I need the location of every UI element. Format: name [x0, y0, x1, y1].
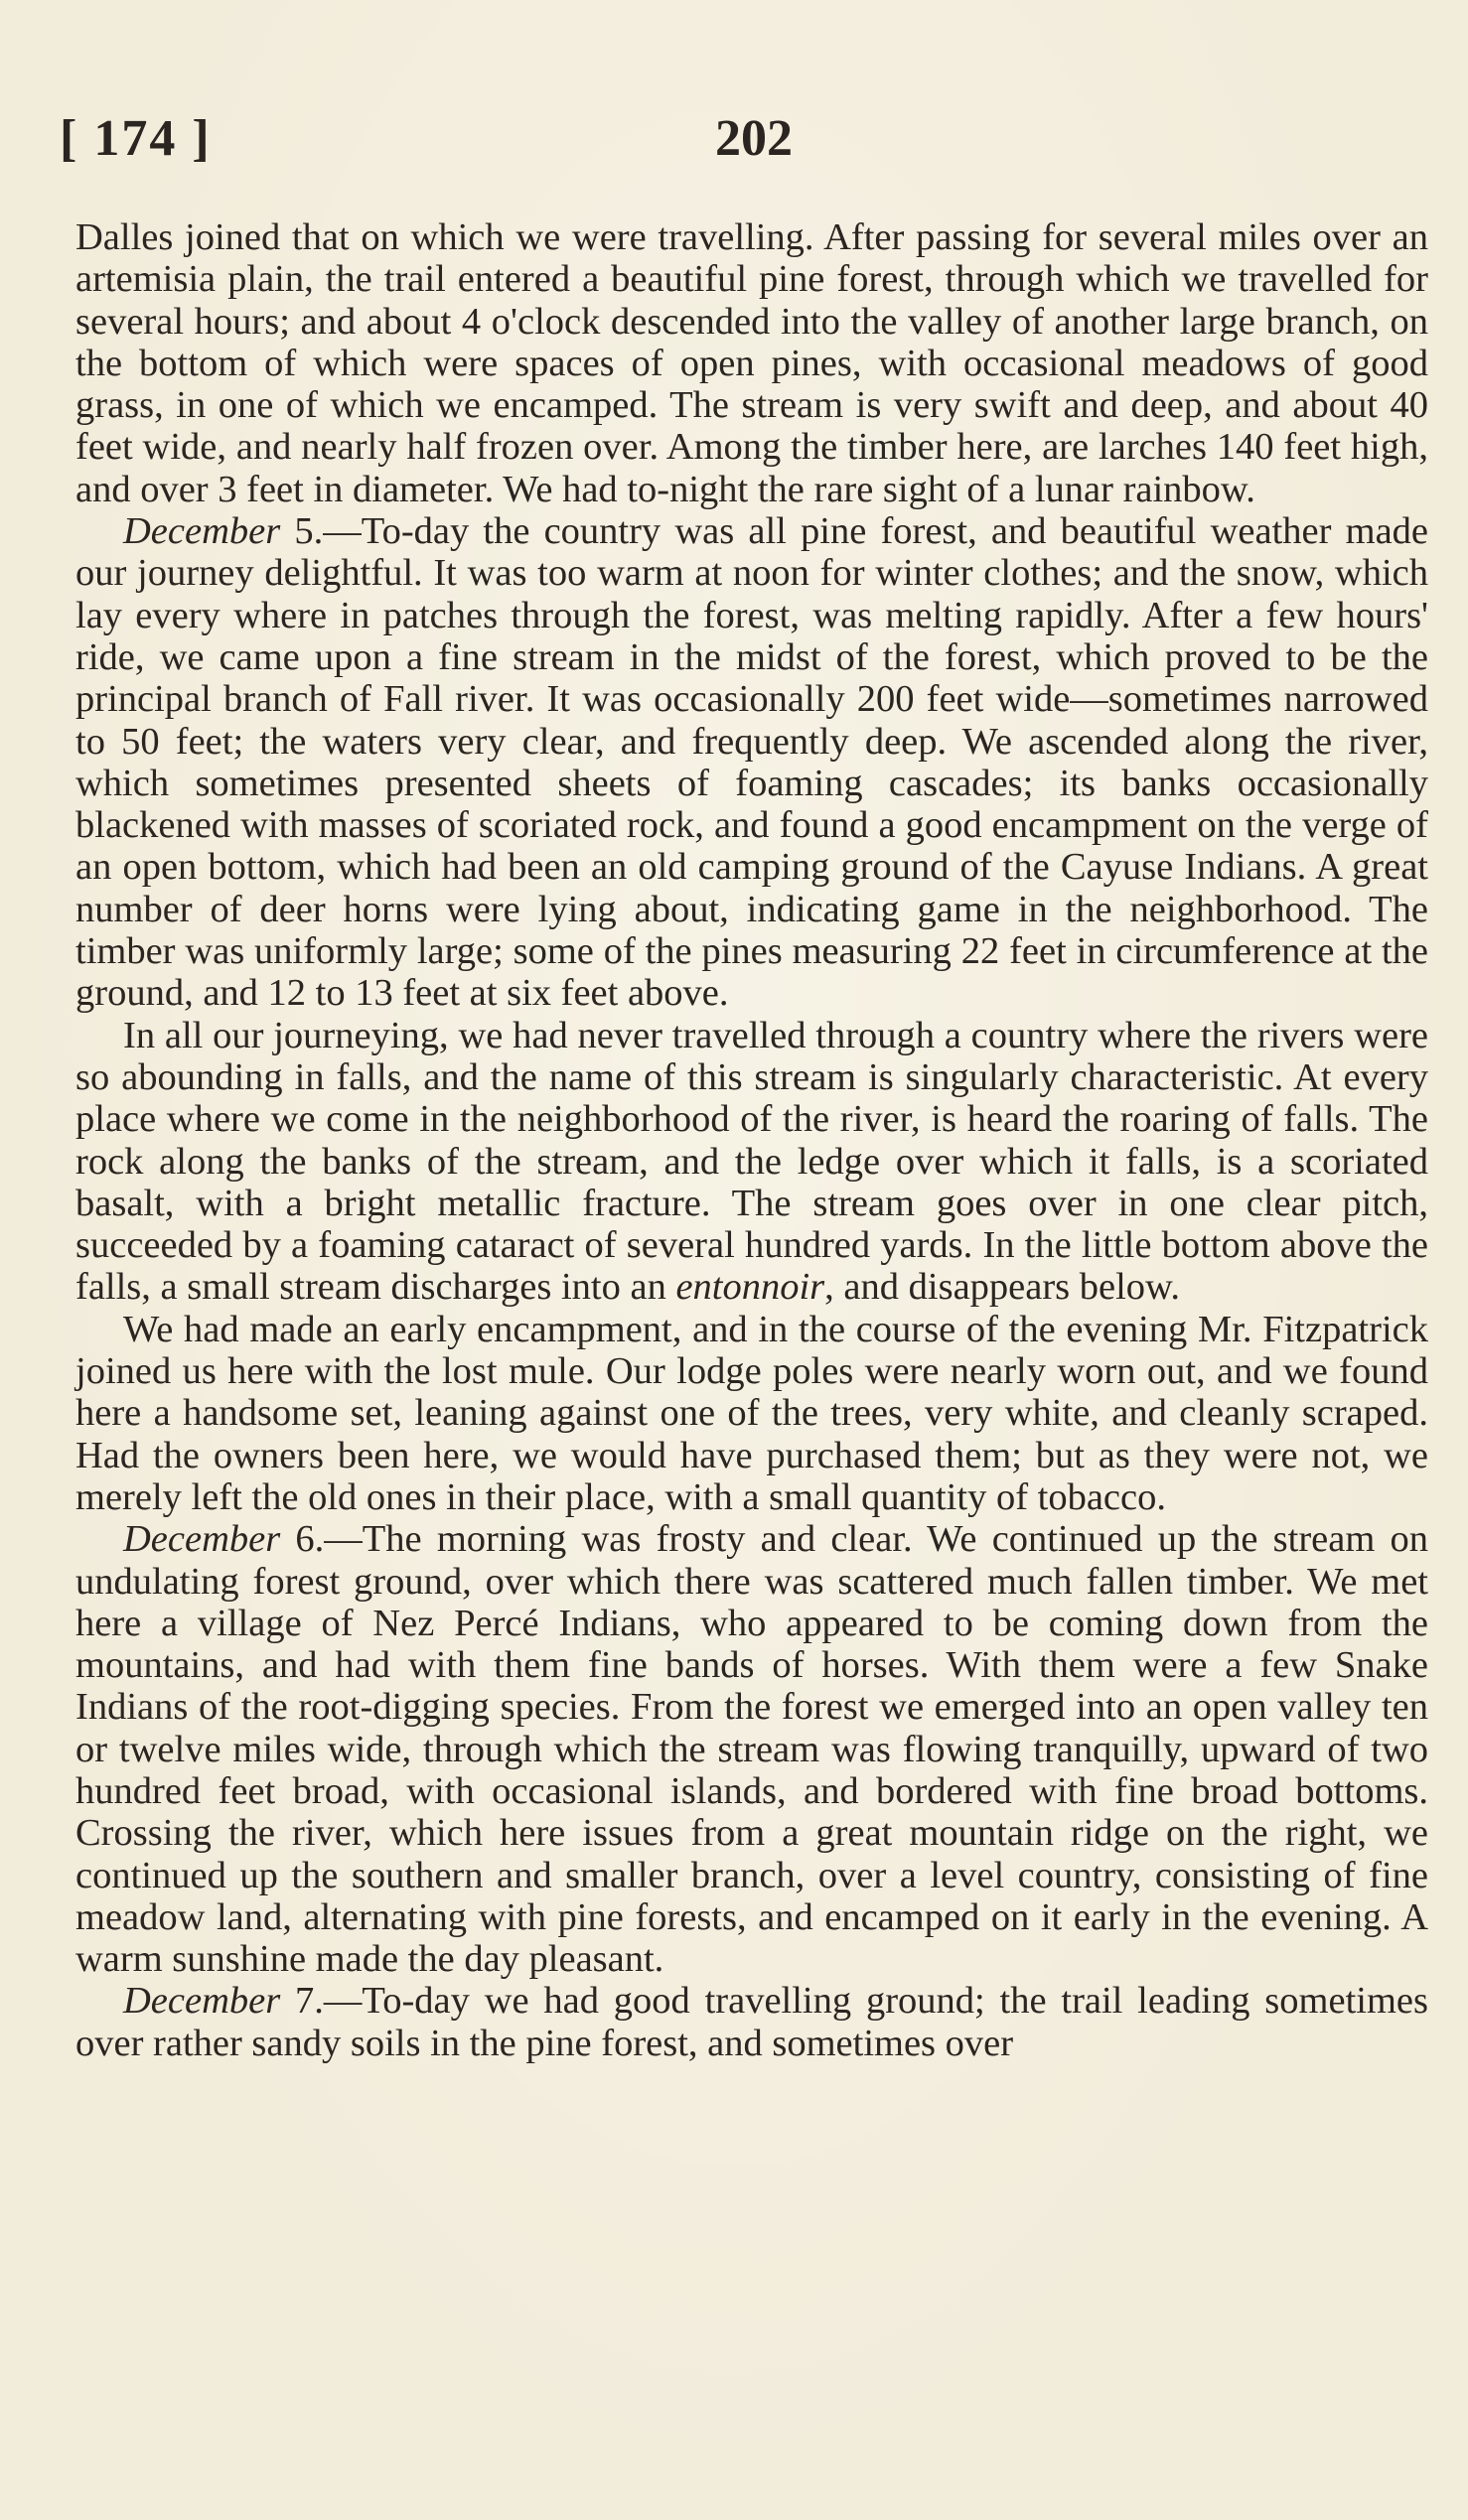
paragraph	[75, 1518, 1428, 1980]
italic-term: entonnoir	[675, 1266, 825, 1309]
paragraph	[75, 1980, 1428, 2064]
page-number: 202	[715, 110, 793, 167]
paragraph-text: 7.—To-day we had good travelling ground; the trail leading sometimes over rather sandy soils in the pine forest, and sometimes over	[75, 1980, 1428, 2064]
paragraph	[75, 1015, 1428, 1309]
bracketed-page-number: [ 174 ]	[60, 110, 212, 167]
paragraph-text: Dalles joined that on which we were travelling. After passing for several miles over an artemisia plain, the trail entered a beautiful pine forest, through which we travelled for several hours; and about 4 o'clock descended into the valley of another large branch, on the bottom of which were spaces of open pines, with occasional meadows of good grass, in one of which we encamped. The stream is very swift and deep, and about 40 feet wide, and nearly half frozen over. Among the timber here, are larches 140 feet high, and over 3 feet in diameter. We had to-night the rare sight of a lunar rainbow.	[75, 216, 1428, 510]
page-header	[0, 109, 1468, 189]
paragraph-text: We had made an early encampment, and in the course of the evening Mr. Fitzpatrick joined us here with the lost mule. Our lodge poles were nearly worn out, and we found here a handsome set, leaning against one of the trees, very white, and cleanly scraped. Had the owners been here, we would have purchased them; but as they were not, we merely left the old ones in their place, with a small quantity of tobacco.	[75, 1308, 1428, 1518]
date-heading: December	[123, 1980, 281, 2023]
paragraph-text-tail: , and disappears below.	[824, 1266, 1180, 1309]
body-text	[75, 216, 1428, 2064]
date-heading: December	[123, 1518, 281, 1561]
paragraph	[75, 216, 1428, 510]
date-heading: December	[123, 510, 281, 553]
paragraph-text: 5.—To-day the country was all pine forest, and beautiful weather made our journey delightful. It was too warm at noon for winter clothes; and the snow, which lay every where in patches through the forest, was melting rapidly. After a few hours' ride, we came upon a fine stream in the midst of the forest, which proved to be the principal branch of Fall river. It was occasionally 200 feet wide—sometimes narrowed to 50 feet; the waters very clear, and frequently deep. We ascended along the river, which sometimes presented sheets of foaming cascades; its banks occasionally blackened with masses of scoriated rock, and found a good encampment on the verge of an open bottom, which had been an old camping ground of the Cayuse Indians. A great number of deer horns were lying about, indicating game in the neighborhood. The timber was uniformly large; some of the pines measuring 22 feet in circumference at the ground, and 12 to 13 feet at six feet above.	[75, 510, 1428, 1015]
paragraph	[75, 510, 1428, 1015]
paragraph-text: In all our journeying, we had never travelled through a country where the rivers were so abounding in falls, and the name of this stream is singularly characteristic. At every place where we come in the neighborhood of the river, is heard the roaring of falls. The rock along the banks of the stream, and the ledge over which it falls, is a scoriated basalt, with a bright metallic fracture. The stream goes over in one clear pitch, succeeded by a foaming cataract of several hundred yards. In the little bottom above the falls, a small stream discharges into an	[75, 1014, 1428, 1309]
paragraph-text: 6.—The morning was frosty and clear. We continued up the stream on undulating forest ground, over which there was scattered much fallen timber. We met here a village of Nez Percé Indians, who appeared to be coming down from the mountains, and had with them fine bands of horses. With them were a few Snake Indians of the root-digging species. From the forest we emerged into an open valley ten or twelve miles wide, through which the stream was flowing tranquilly, upward of two hundred feet broad, with occasional islands, and bordered with fine broad bottoms. Crossing the river, which here issues from a great mountain ridge on the right, we continued up the southern and smaller branch, over a level country, consisting of fine meadow land, alternating with pine forests, and encamped on it early in the evening. A warm sunshine made the day pleasant.	[75, 1518, 1428, 1981]
paragraph	[75, 1309, 1428, 1518]
